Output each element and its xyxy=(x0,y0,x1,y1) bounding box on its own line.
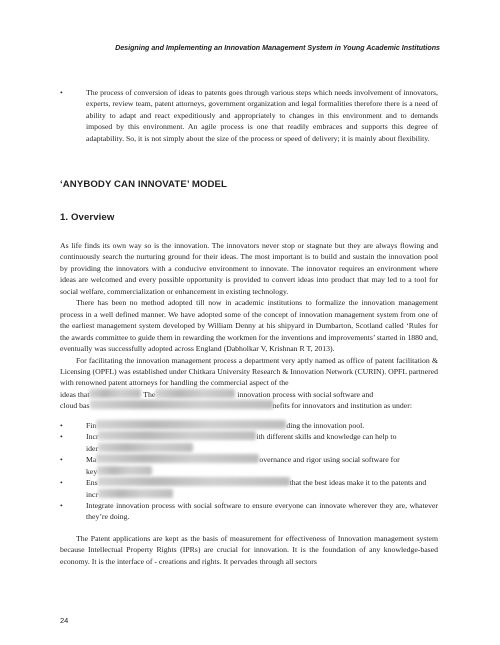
partially-redacted-line-1 xyxy=(60,389,438,400)
benefit-start: Incr xyxy=(86,432,99,442)
intro-bullet-text: The process of conversion of ideas to patents goes through various steps which needs involvement of innovators, experts, review team, patent attorneys, government organization and legal formalities therefore there is a need of ability to adapt and react expeditiously and appropriately to changes in this environment and to demands imposed by this environment. An agile process is one that readily embraces and supports this degree of adaptability. So, it is not simply about the size of the process or speed of delivery; it is mainly about flexibility. xyxy=(86,88,438,143)
line1-mid: The xyxy=(143,389,156,399)
page-number: 24 xyxy=(60,616,69,625)
line2-start: cloud bas xyxy=(60,401,90,411)
redaction-block xyxy=(96,420,286,429)
closing-paragraph: The Patent applications are kept as the basis of measurement for effectiveness of Innovation management system because Intellectual Property Rights (IPRs) are crucial for innovation. It is the foundation of any knowledge-based economy. It is the interface of - creations and rights. It pervades through all sectors xyxy=(60,533,438,566)
benefit-item xyxy=(60,477,438,500)
subsection-title: 1. Overview xyxy=(60,212,115,223)
page-content xyxy=(60,87,438,566)
intro-bullet-list xyxy=(60,87,438,192)
benefit-end: ith different skills and knowledge can help to xyxy=(256,432,397,442)
redaction-block xyxy=(97,466,152,475)
benefit-text: Integrate innovation process with social software to ensure everyone can innovate wherever they are, whatever they’re doing. xyxy=(86,500,438,522)
bullet-glyph: • xyxy=(60,420,63,430)
benefit-start: Ens xyxy=(86,478,98,488)
line1-start: ideas that xyxy=(60,389,90,399)
benefit-end: that the best ideas make it to the patents and xyxy=(289,478,427,488)
benefit-end: overnance and rigor using social software for xyxy=(259,455,400,465)
running-head: Designing and Implementing an Innovation Management System in Young Academic Institutions xyxy=(115,44,440,52)
bullet-glyph: • xyxy=(60,500,63,510)
line2-end: nefits for innovators and institution as under: xyxy=(272,401,412,411)
partially-redacted-line-2 xyxy=(60,400,438,411)
benefit-item xyxy=(60,431,438,454)
benefit-line2-start: key xyxy=(86,466,98,476)
body-text xyxy=(60,240,438,567)
benefit-start: Ma xyxy=(86,455,97,465)
paragraph-3-text: For facilitating the innovation management process a department very aptly named as office of patent facilitation & Licensing (OPFL) was established under Chitkara University Research & Innovation Network (CURIN). OPFL partnered with renowned patent attorneys for handling the commercial aspect of the xyxy=(60,355,438,388)
benefit-item xyxy=(60,454,438,477)
redaction-block xyxy=(98,443,193,452)
section-title: ‘ANYBODY CAN INNOVATE’ MODEL xyxy=(60,179,227,190)
bullet-glyph: • xyxy=(60,88,63,97)
redaction-block xyxy=(155,389,235,398)
bullet-glyph: • xyxy=(60,432,63,442)
paragraph-3 xyxy=(60,355,438,389)
bullet-glyph: • xyxy=(60,478,63,488)
redaction-block xyxy=(90,400,273,409)
redaction-block xyxy=(89,389,141,398)
benefits-list xyxy=(60,420,438,523)
benefit-line2-start: incr xyxy=(86,489,99,499)
intro-bullet-item xyxy=(60,87,438,144)
benefit-line2-start: ider xyxy=(86,443,99,453)
benefit-start: Fin xyxy=(86,420,97,430)
redaction-block xyxy=(96,454,259,463)
paragraph-1: As life finds its own way so is the innovation. The innovators never stop or stagnate but they are always flowing and continuously search the nurturing ground for their ideas. The most important is to build and sustain the innovation pool by providing the innovators with a conducive environment to innovate. The innovator requires an environment where ideas are welcomed and every possible opportunity is provided to convert ideas into product that may led to a tool for social welfare, commercialization or enhancement in existing technology. xyxy=(60,241,438,296)
redaction-block xyxy=(98,489,173,498)
benefit-end: ding the innovation pool. xyxy=(286,420,365,430)
benefit-item xyxy=(60,420,438,431)
bullet-glyph: • xyxy=(60,455,63,465)
paragraph-2: There has been no method adopted till now in academic institutions to formalize the innovation management process in a well defined manner. We have adopted some of the concept of innovation management system from one of the earliest management system developed by William Denny at his shipyard in Dumbarton, Scotland called ‘Rules for the awards committee to guide them in rewarding the workmen for the inventions and improvements’ started in 1880 and, eventually was successfully adopted across England (Dabholkar V, Krishnan R T, 2013). xyxy=(60,298,438,354)
redaction-block xyxy=(98,477,290,486)
benefit-item xyxy=(60,500,438,523)
redaction-block xyxy=(98,431,256,440)
line1-end: innovation process with social software and xyxy=(237,389,374,399)
